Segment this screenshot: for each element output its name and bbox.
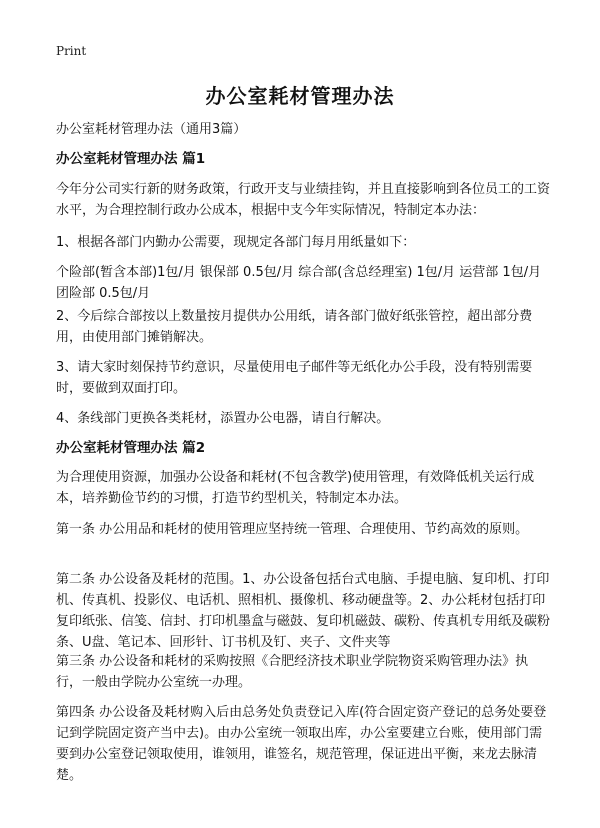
paragraph: 为合理使用资源，加强办公设备和耗材(不包含教学)使用管理，有效降低机关运行成本，培养勤俭节约的习惯，打造节约型机关，特制定本办法。: [56, 470, 535, 506]
paragraph: 第四条 办公设备及耗材购入后由总务处负责登记入库(符合固定资产登记的总务处要登记到学院固定资产当中去)。由办公室统一领取出库，办公室要建立台账，使用部门需要到办公室登记领取使用，谁领用，谁签名，规范管理，保证进出平衡，来龙去脉清楚。: [56, 705, 547, 783]
paragraph: 第一条 办公用品和耗材的使用管理应坚持统一管理、合理使用、节约高效的原则。: [56, 522, 529, 537]
paragraph: 4、条线部门更换各类耗材，添置办公电器，请自行解决。: [56, 411, 390, 426]
paragraph: 3、请大家时刻保持节约意识，尽量使用电子邮件等无纸化办公手段，没有特别需要时，要做到双面打印。: [56, 360, 533, 396]
section-heading-2: 办公室耗材管理办法 篇2: [56, 440, 206, 456]
paragraph: 2、今后综合部按以上数量按月提供办公用纸，请各部门做好纸张管控，超出部分费用，由使用部门摊销解决。: [56, 309, 533, 345]
document-subtitle: 办公室耗材管理办法（通用3篇）: [56, 122, 247, 137]
paragraph: 第二条 办公设备及耗材的范围。1、办公设备包括台式电脑、手提电脑、复印机、打印机、传真机、投影仪、电话机、照相机、摄像机、移动硬盘等。2、办公耗材包括打印复印纸张、信笺、信封、打印机墨盒与磁鼓、复印机磁鼓、碳粉、传真机专用纸及碳粉条、U盘、笔记本、回形针、订书机及钉、夹子、文件夹等: [56, 572, 551, 650]
paragraph: 今年分公司实行新的财务政策，行政开支与业绩挂钩，并且直接影响到各位员工的工资水平，为合理控制行政办公成本，根据中支今年实际情况，特制定本办法：: [56, 182, 551, 218]
paragraph: 第三条 办公设备和耗材的采购按照《合肥经济技术职业学院物资采购管理办法》执行，一般由学院办公室统一办理。: [56, 654, 529, 690]
print-link[interactable]: Print: [56, 44, 87, 58]
document-title: 办公室耗材管理办法: [205, 84, 395, 108]
section-heading-1: 办公室耗材管理办法 篇1: [56, 151, 206, 167]
paragraph: 个险部(暂含本部)1包/月 银保部 0.5包/月 综合部(含总经理室) 1包/月 运营部 1包/月 团险部 0.5包/月: [56, 265, 542, 301]
paragraph: 1、根据各部门内勤办公需要，现规定各部门每月用纸量如下：: [56, 235, 416, 250]
